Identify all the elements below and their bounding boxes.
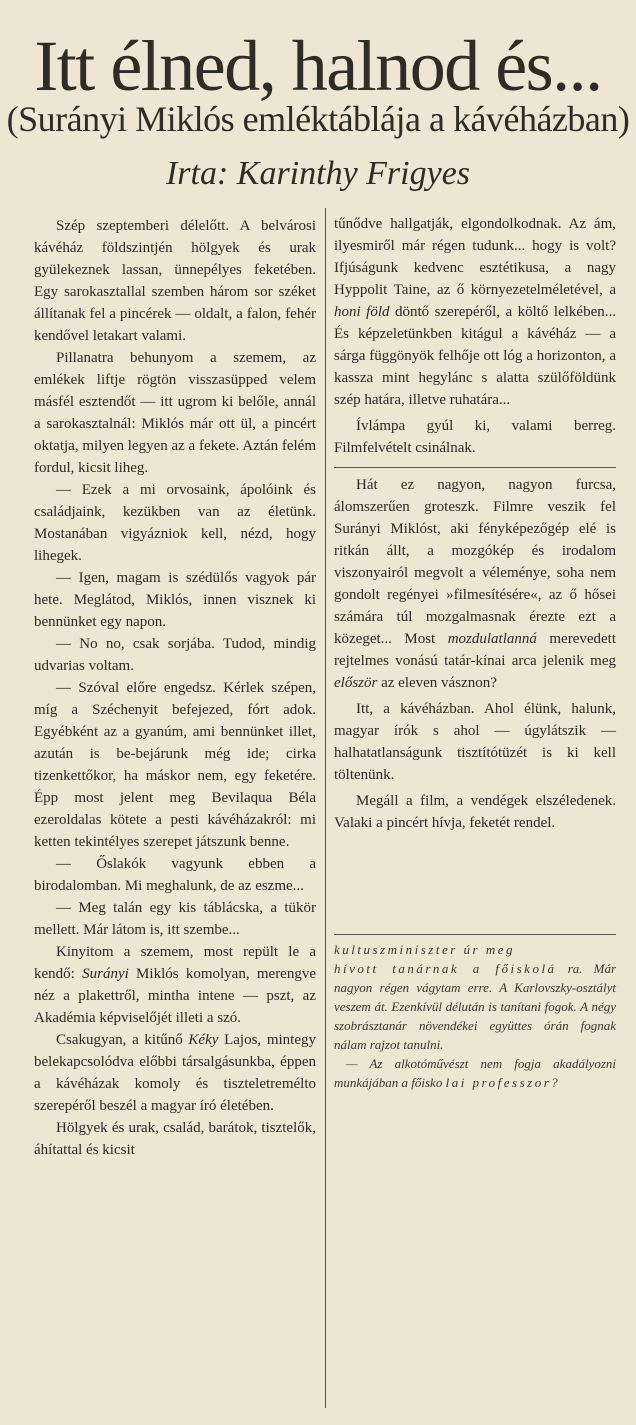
emphasis: mozdulatlanná bbox=[447, 631, 537, 647]
paragraph: Megáll a film, a vendégek elszéledenek. Valaki a pincért hívja, feketét rendel. bbox=[334, 793, 616, 831]
paragraph bbox=[34, 1029, 316, 1117]
paragraph: — Meg talán egy kis táblácska, a tükör mellett. Már látom is, itt szembe... bbox=[34, 900, 316, 938]
paragraph bbox=[34, 941, 316, 1029]
text-run: — Az alkotóművészt nem fogja akadályozni munkájában a főisko bbox=[334, 1056, 616, 1090]
emphasis: Kéky bbox=[188, 1032, 219, 1048]
article-subheadline: (Surányi Miklós emléktáblája a kávéházban) bbox=[6, 99, 630, 139]
paragraph bbox=[334, 940, 616, 1054]
paragraph: Pillanatra behunyom a szemem, az emlékek liftje rögtön visszasüpped velem másfél esztendőt — itt ugrom ki belőle, annál a sarokasztalnál: Miklós már ott ül, a pincért oktatja, milyen legyen az a fekete. Aztán felém fordul, kicsit liheg. bbox=[34, 350, 316, 476]
paragraph: — Őslakók vagyunk ebben a birodalomban. Mi meghalunk, de az eszme... bbox=[34, 856, 316, 894]
adjacent-article-fragment bbox=[334, 940, 616, 1092]
text-run: Lajos, mintegy belekapcsolódva előbbi társalgásunkba, éppen a kávéházak komoly és tiszteletremélto szerepéről beszél a magyar író életében. bbox=[34, 1032, 316, 1114]
paragraph: — Igen, magam is szédülős vagyok pár hete. Meglátod, Miklós, innen visznek ki bennünket egy napon. bbox=[34, 570, 316, 630]
text-run: ra. Már nagyon régen vágytam erre. A Karlovszky-osztályt veszem át. Ezenkívül délután is tanítani fogok. A négy szobrásztanár növendékei együttes órán fognak nálam rajzot tanulni. bbox=[334, 961, 617, 1052]
paragraph: Szép szeptemberi délelőtt. A belvárosi kávéház földszintjén hölgyek és urak gyülekeznek lassan, ünnepélyes feketében. Egy sarokasztallal szemben három sor széket állítanak fel a pincérek — oldalt, a falon, fehér kendővel letakart valami. bbox=[34, 218, 316, 344]
paragraph: — No no, csak sorjába. Tudod, mindig udvarias voltam. bbox=[34, 636, 316, 674]
text-run: az eleven vásznon? bbox=[377, 675, 497, 691]
paragraph bbox=[334, 1054, 616, 1092]
right-column bbox=[334, 213, 616, 834]
paragraph: Ívlámpa gyúl ki, valami berreg. Filmfelvételt csinálnak. bbox=[334, 418, 616, 456]
text-run: Miklós komolyan, merengve néz a plakettről, mintha intene — pszt, az Akadémia képviselőjét illeti a szó. bbox=[34, 966, 317, 1026]
left-column bbox=[34, 215, 316, 1161]
section-rule bbox=[334, 934, 616, 935]
text-run: Kinyitom a szemem, most repült le a kendő: bbox=[34, 944, 316, 982]
column-divider bbox=[325, 208, 326, 1408]
text-run: döntő szerepéről, a költő lelkében... És képzeletünkben kitágul a kávéház — a sárga függönyök felhője ott lóg a horizonton, a kassza mint hegylánc s alatta szülőföldünk szép határa, illetve ruhatára... bbox=[334, 304, 616, 408]
text-run: hívott tanárnak a főiskolá bbox=[334, 961, 557, 976]
text-run: tűnődve hallgatják, elgondolkodnak. Az ám, ilyesmiről már régen tudunk... hogy is volt? Ifjúságunk kedvenc esztétikusa, a nagy Hyppolit Taine, az ő környezetelméletével, a bbox=[334, 216, 616, 298]
paragraph: — Szóval előre engedsz. Kérlek szépen, míg a Széchenyit befejezed, fórt adok. Egyébként az a gyanúm, ami bennünket illet, azután is be-bejárunk még ide; cirka tizenkettőkor, ha máskor nem, egy feketére. Épp most jelent meg Bevilaqua Béla ezeroldalas kötete a pesti kávéházakról: mi ketten tekintélyes szerepet játszunk benne. bbox=[34, 680, 316, 850]
emphasis: Surányi bbox=[82, 966, 129, 982]
paragraph bbox=[334, 213, 616, 411]
paragraph: — Ezek a mi orvosaink, ápolóink és családjaink, kezükben van az életünk. Mostanában vigyázniok kell, nézd, hogy lihegek. bbox=[34, 482, 316, 564]
paragraph: Itt, a kávéházban. Ahol élünk, halunk, magyar írók s ahol — úgylátszik — halhatatlanságunk tisztítótüzét is ki kell töltenünk. bbox=[334, 701, 616, 783]
text-run: merevedett rejtelmes vonású tatár-kínai arca jelenik meg bbox=[334, 631, 616, 669]
emphasis: először bbox=[334, 675, 378, 691]
emphasis: honi föld bbox=[334, 304, 390, 320]
text-run: Hát ez nagyon, nagyon furcsa, álomszerűen groteszk. Filmre veszik fel Surányi Miklóst, aki fényképezőgép elé is ritkán állt, a mozgókép és irodalom viszonyairól megvolt a véleménye, soha nem gondolt regényei »filmesítésére«, az ő hősei számára túl mozgalmasnak érezte ezt a közeget... Most bbox=[334, 477, 616, 647]
article-headline: Itt élned, halnod és... bbox=[34, 26, 602, 106]
section-rule bbox=[334, 467, 616, 468]
article-byline: Irta: Karinthy Frigyes bbox=[165, 155, 471, 192]
text-run: lai professzor? bbox=[445, 1075, 561, 1090]
paragraph bbox=[334, 474, 616, 694]
paragraph: Hölgyek és urak, család, barátok, tisztelők, áhítattal és kicsit bbox=[34, 1120, 316, 1158]
text-run: kultuszminiszter úr meg bbox=[334, 942, 515, 957]
text-run: Csakugyan, a kitűnő bbox=[56, 1032, 189, 1048]
